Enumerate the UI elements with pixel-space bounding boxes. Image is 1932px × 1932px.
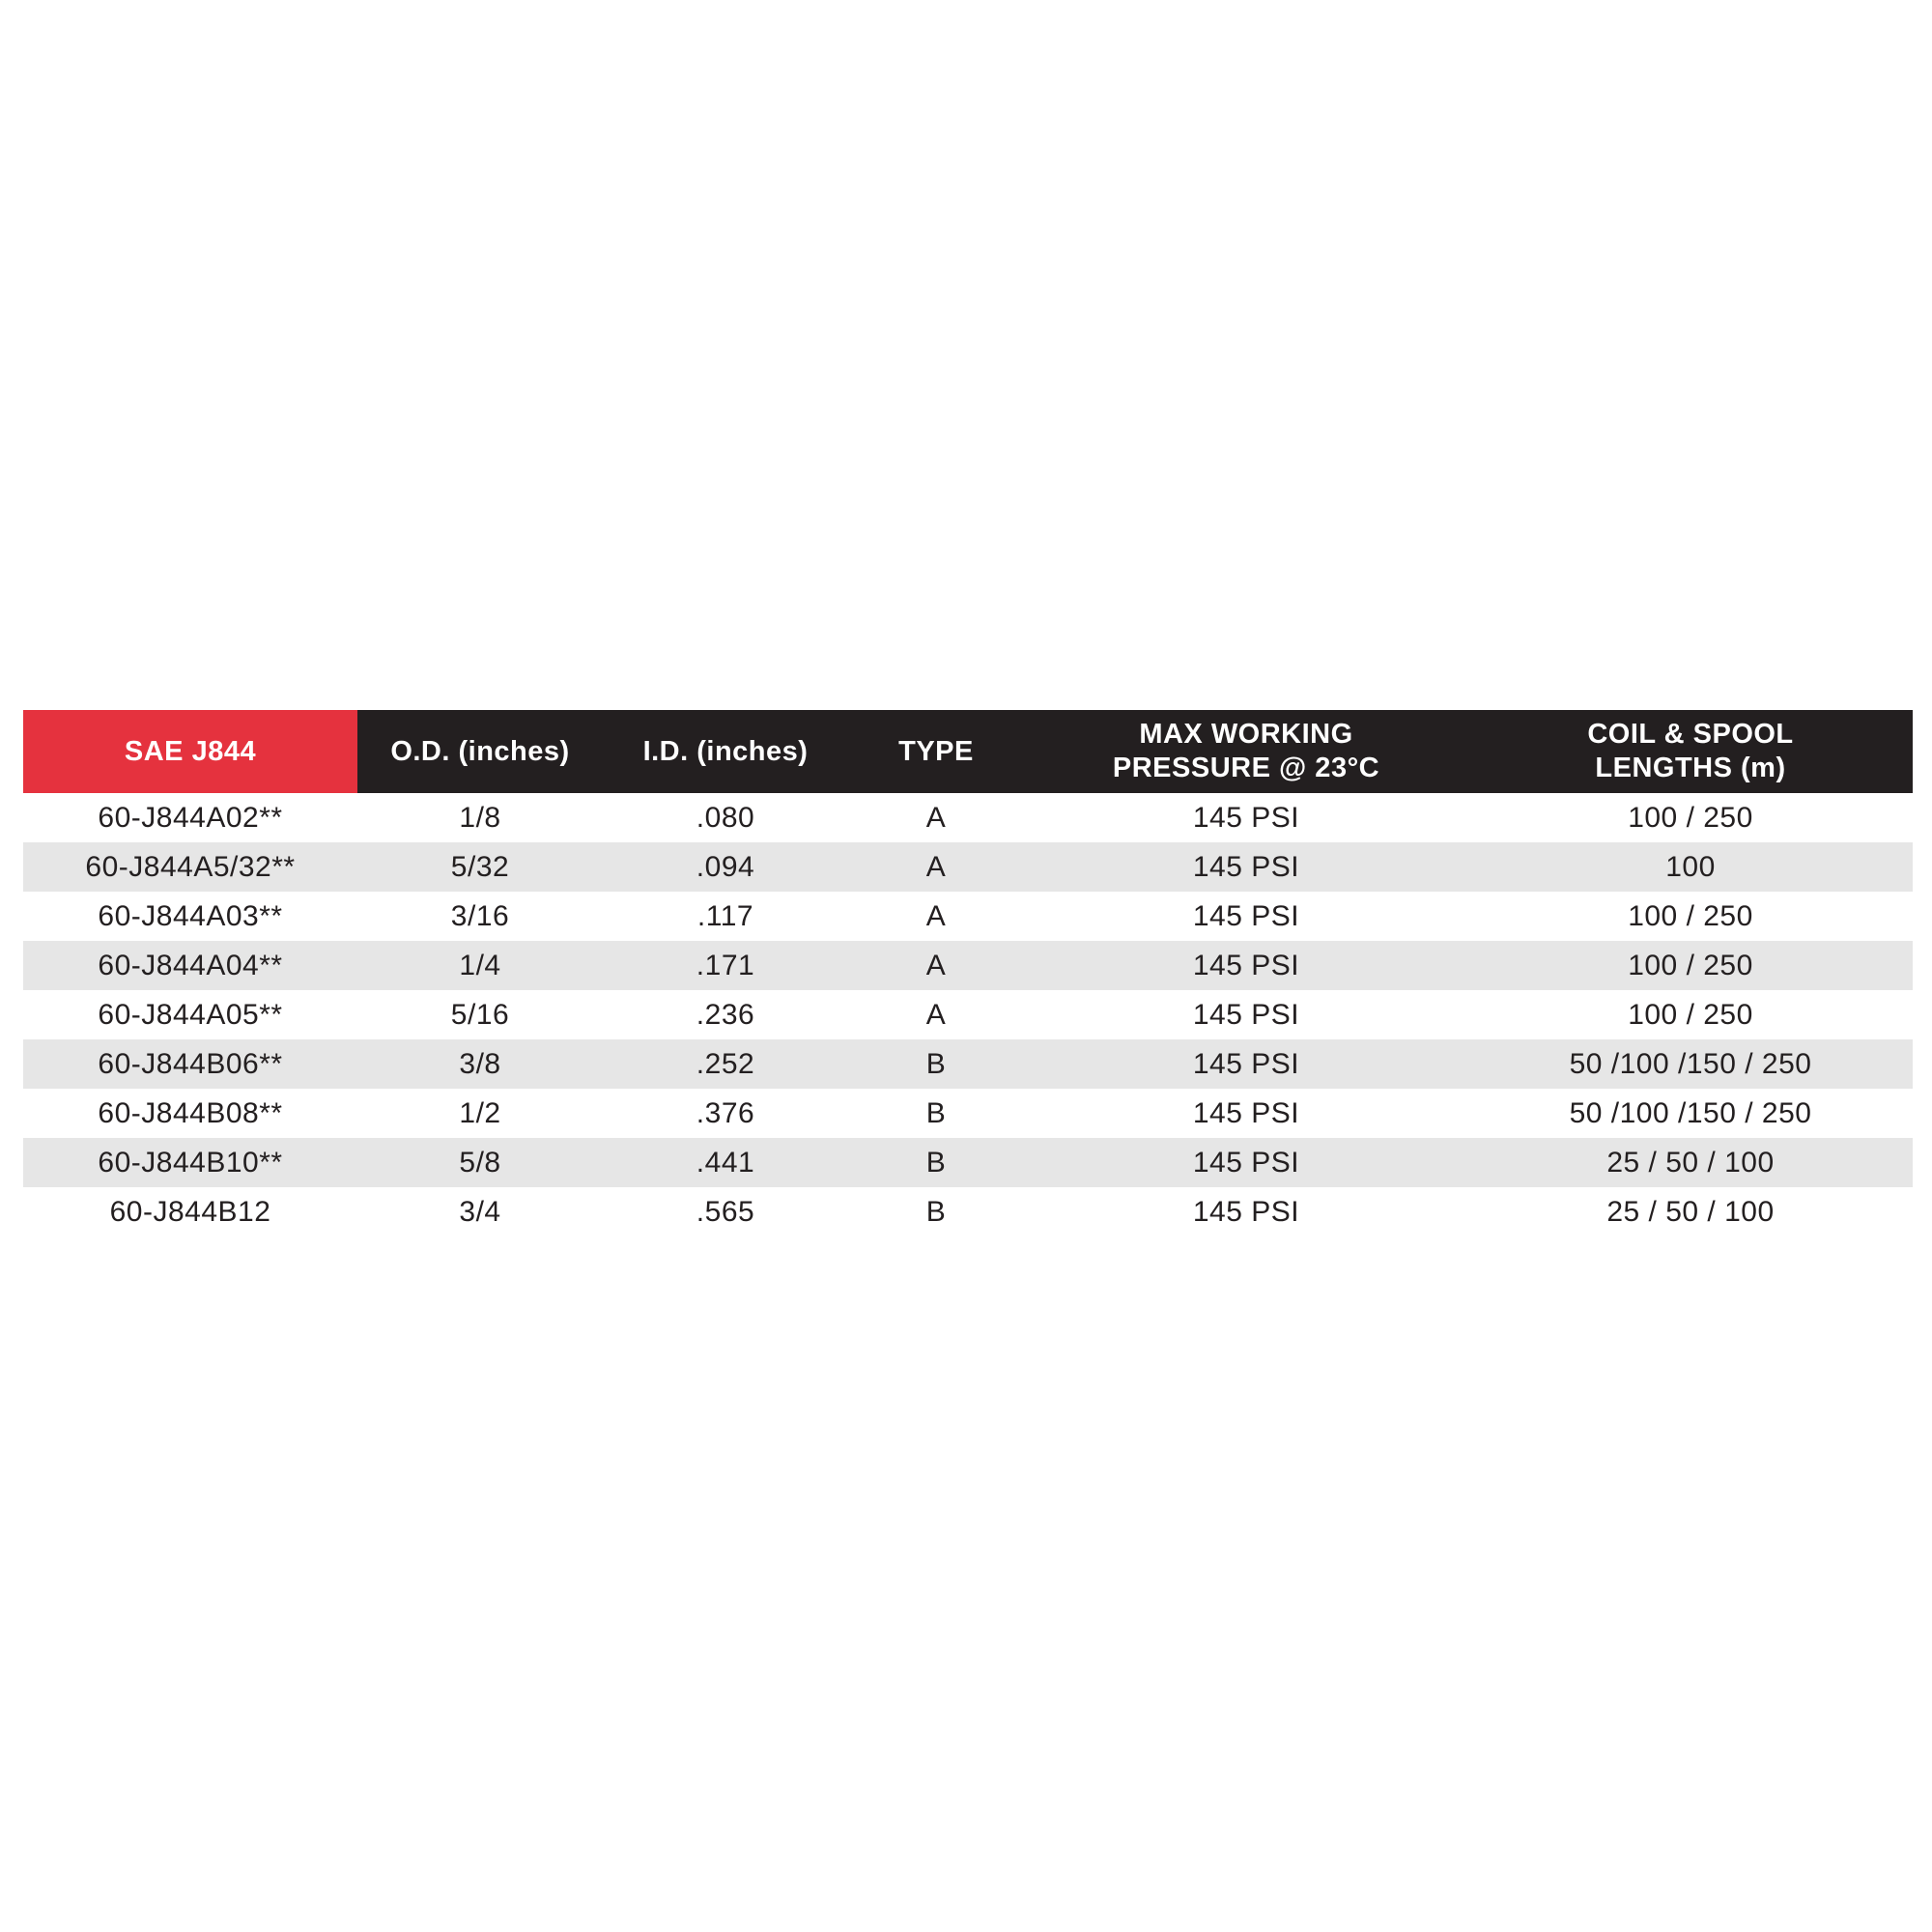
cell-inner-diameter: .080 bbox=[603, 793, 848, 842]
header-lengths bbox=[1468, 710, 1913, 793]
cell-part-number: 60-J844A5/32** bbox=[23, 842, 357, 892]
table-row bbox=[23, 892, 1913, 941]
table-row bbox=[23, 1039, 1913, 1089]
table-row bbox=[23, 1089, 1913, 1138]
cell-outer-diameter: 3/4 bbox=[357, 1187, 603, 1236]
cell-lengths: 25 / 50 / 100 bbox=[1468, 1187, 1913, 1236]
header-lengths-line2: LENGTHS (m) bbox=[1595, 753, 1786, 783]
cell-outer-diameter: 3/8 bbox=[357, 1039, 603, 1089]
cell-max-pressure: 145 PSI bbox=[1024, 941, 1468, 990]
cell-inner-diameter: .117 bbox=[603, 892, 848, 941]
header-row bbox=[23, 710, 1913, 793]
cell-max-pressure: 145 PSI bbox=[1024, 1138, 1468, 1187]
cell-type: B bbox=[848, 1187, 1024, 1236]
cell-outer-diameter: 5/32 bbox=[357, 842, 603, 892]
cell-inner-diameter: .565 bbox=[603, 1187, 848, 1236]
cell-type: A bbox=[848, 842, 1024, 892]
cell-max-pressure: 145 PSI bbox=[1024, 793, 1468, 842]
cell-max-pressure: 145 PSI bbox=[1024, 990, 1468, 1039]
cell-max-pressure: 145 PSI bbox=[1024, 1187, 1468, 1236]
cell-inner-diameter: .094 bbox=[603, 842, 848, 892]
cell-part-number: 60-J844B08** bbox=[23, 1089, 357, 1138]
cell-inner-diameter: .376 bbox=[603, 1089, 848, 1138]
table-row bbox=[23, 842, 1913, 892]
cell-lengths: 25 / 50 / 100 bbox=[1468, 1138, 1913, 1187]
table-row bbox=[23, 1187, 1913, 1236]
table-row bbox=[23, 941, 1913, 990]
cell-type: A bbox=[848, 793, 1024, 842]
header-inner-diameter: I.D. (inches) bbox=[603, 710, 848, 793]
cell-max-pressure: 145 PSI bbox=[1024, 1039, 1468, 1089]
cell-inner-diameter: .171 bbox=[603, 941, 848, 990]
cell-inner-diameter: .441 bbox=[603, 1138, 848, 1187]
cell-max-pressure: 145 PSI bbox=[1024, 1089, 1468, 1138]
header-max-pressure-line1: MAX WORKING bbox=[1139, 719, 1353, 750]
cell-outer-diameter: 5/8 bbox=[357, 1138, 603, 1187]
header-part-number: SAE J844 bbox=[23, 710, 357, 793]
cell-lengths: 100 / 250 bbox=[1468, 892, 1913, 941]
cell-max-pressure: 145 PSI bbox=[1024, 842, 1468, 892]
cell-type: B bbox=[848, 1138, 1024, 1187]
cell-max-pressure: 145 PSI bbox=[1024, 892, 1468, 941]
cell-outer-diameter: 1/8 bbox=[357, 793, 603, 842]
table-row bbox=[23, 990, 1913, 1039]
table-row bbox=[23, 793, 1913, 842]
cell-part-number: 60-J844A02** bbox=[23, 793, 357, 842]
cell-type: A bbox=[848, 892, 1024, 941]
cell-lengths: 100 bbox=[1468, 842, 1913, 892]
cell-lengths: 100 / 250 bbox=[1468, 941, 1913, 990]
spec-table bbox=[23, 710, 1913, 1236]
cell-lengths: 50 /100 /150 / 250 bbox=[1468, 1039, 1913, 1089]
cell-type: B bbox=[848, 1039, 1024, 1089]
header-max-pressure-line2: PRESSURE @ 23°C bbox=[1112, 753, 1380, 783]
cell-part-number: 60-J844B10** bbox=[23, 1138, 357, 1187]
cell-outer-diameter: 1/2 bbox=[357, 1089, 603, 1138]
cell-lengths: 100 / 250 bbox=[1468, 793, 1913, 842]
cell-outer-diameter: 5/16 bbox=[357, 990, 603, 1039]
table-row bbox=[23, 1138, 1913, 1187]
cell-type: A bbox=[848, 941, 1024, 990]
cell-outer-diameter: 1/4 bbox=[357, 941, 603, 990]
cell-lengths: 50 /100 /150 / 250 bbox=[1468, 1089, 1913, 1138]
cell-type: A bbox=[848, 990, 1024, 1039]
cell-part-number: 60-J844B06** bbox=[23, 1039, 357, 1089]
cell-inner-diameter: .236 bbox=[603, 990, 848, 1039]
cell-inner-diameter: .252 bbox=[603, 1039, 848, 1089]
header-type: TYPE bbox=[848, 710, 1024, 793]
cell-type: B bbox=[848, 1089, 1024, 1138]
header-outer-diameter: O.D. (inches) bbox=[357, 710, 603, 793]
cell-part-number: 60-J844B12 bbox=[23, 1187, 357, 1236]
cell-lengths: 100 / 250 bbox=[1468, 990, 1913, 1039]
cell-part-number: 60-J844A05** bbox=[23, 990, 357, 1039]
cell-outer-diameter: 3/16 bbox=[357, 892, 603, 941]
table-header bbox=[23, 710, 1913, 793]
table-body bbox=[23, 793, 1913, 1236]
header-lengths-line1: COIL & SPOOL bbox=[1587, 719, 1794, 750]
cell-part-number: 60-J844A04** bbox=[23, 941, 357, 990]
cell-part-number: 60-J844A03** bbox=[23, 892, 357, 941]
header-max-pressure bbox=[1024, 710, 1468, 793]
